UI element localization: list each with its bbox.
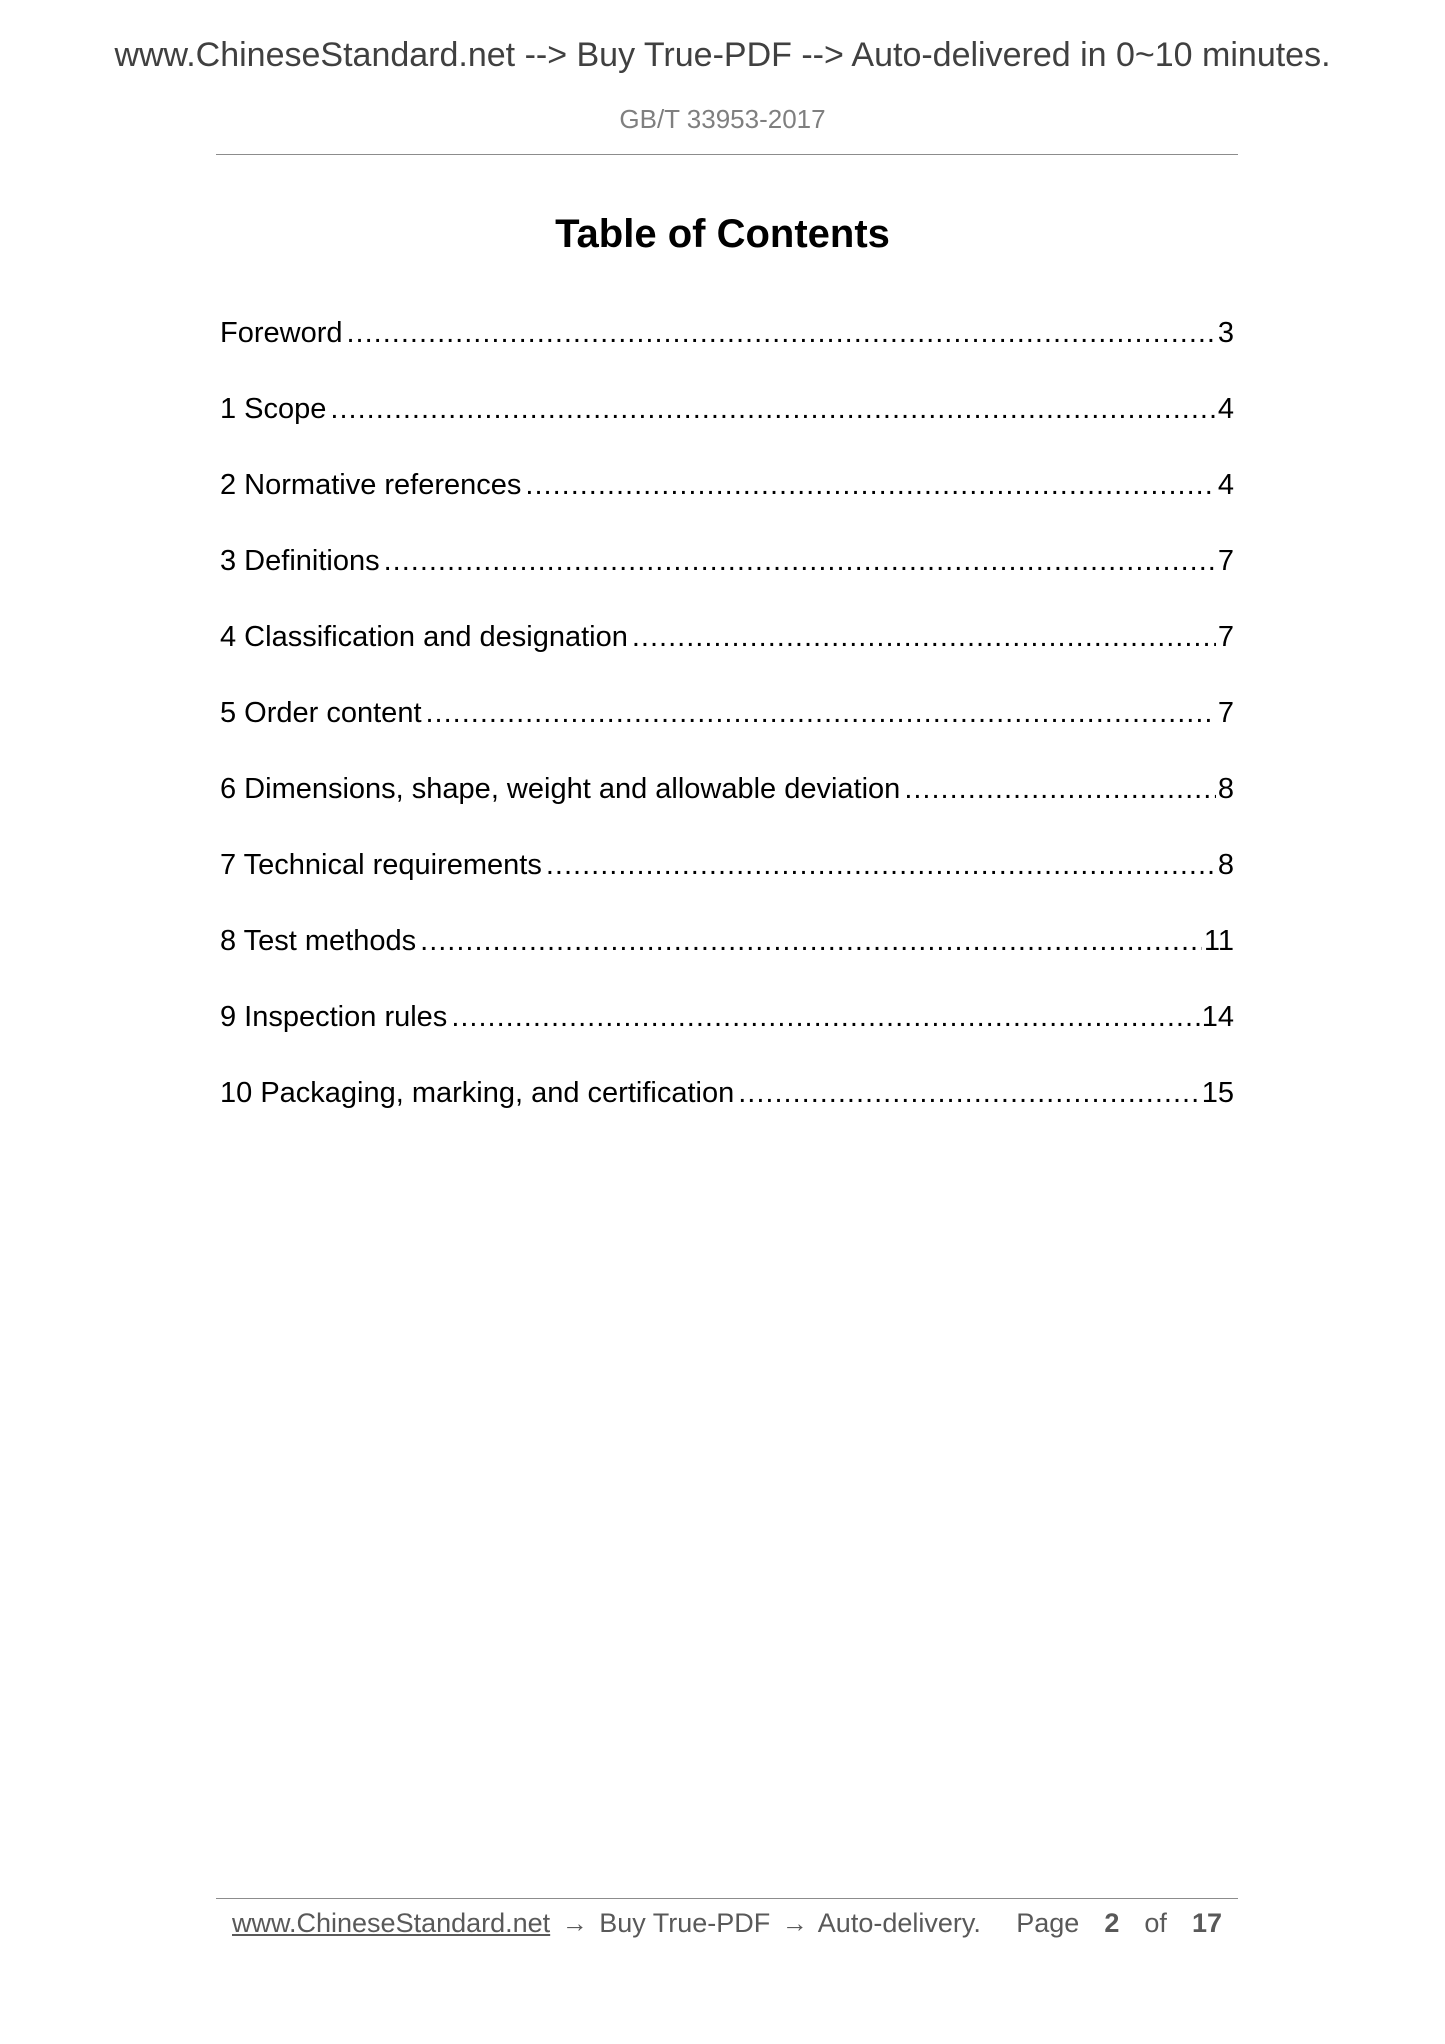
toc-entry-page: 7	[1217, 545, 1234, 577]
toc-entry-label: 10 Packaging, marking, and certification	[220, 1077, 735, 1109]
toc-entry-label: Foreword	[220, 317, 343, 349]
right-arrow-icon: →	[561, 1907, 588, 1938]
toc-entry-order-content[interactable]	[220, 692, 1234, 768]
toc-entry-page: 11	[1203, 925, 1234, 957]
toc-dot-leader	[738, 1072, 1200, 1114]
toc-entry-scope[interactable]	[220, 388, 1234, 464]
toc-entry-page: 15	[1201, 1077, 1234, 1109]
toc-entry-label: 7 Technical requirements	[220, 849, 542, 881]
toc-dot-leader	[420, 920, 1202, 962]
toc-entry-test-methods[interactable]	[220, 920, 1234, 996]
header-divider	[216, 154, 1238, 155]
toc-dot-leader	[904, 768, 1216, 810]
page-footer	[232, 1900, 1222, 1946]
toc-dot-leader	[347, 312, 1216, 354]
toc-entry-label: 1 Scope	[220, 393, 327, 425]
toc-entry-foreword[interactable]	[220, 312, 1234, 388]
footer-delivery-text: Auto-delivery.	[817, 1907, 981, 1938]
toc-entry-label: 2 Normative references	[220, 469, 522, 501]
footer-site-link[interactable]: www.ChineseStandard.net	[232, 1907, 551, 1938]
toc-list	[220, 312, 1234, 1148]
toc-entry-page: 14	[1201, 1001, 1234, 1033]
toc-entry-definitions[interactable]	[220, 540, 1234, 616]
toc-entry-page: 8	[1217, 773, 1234, 805]
toc-entry-page: 4	[1217, 469, 1234, 501]
toc-dot-leader	[451, 996, 1199, 1038]
toc-entry-page: 4	[1217, 393, 1234, 425]
toc-entry-label: 6 Dimensions, shape, weight and allowable deviation	[220, 773, 901, 805]
footer-buy-text: Buy True-PDF	[599, 1907, 771, 1938]
toc-dot-leader	[330, 388, 1215, 430]
toc-dot-leader	[632, 616, 1216, 658]
footer-divider	[216, 1898, 1238, 1899]
toc-entry-page: 8	[1217, 849, 1234, 881]
toc-entry-packaging[interactable]	[220, 1072, 1234, 1148]
toc-entry-normative-references[interactable]	[220, 464, 1234, 540]
page-number	[1016, 1908, 1222, 1939]
footer-promo	[232, 1908, 981, 1939]
toc-entry-page: 3	[1217, 317, 1234, 349]
of-word: of	[1144, 1907, 1167, 1938]
top-banner: www.ChineseStandard.net --> Buy True-PDF --> Auto-delivered in 0~10 minutes.	[114, 36, 1331, 74]
toc-entry-classification[interactable]	[220, 616, 1234, 692]
toc-entry-inspection-rules[interactable]	[220, 996, 1234, 1072]
toc-entry-page: 7	[1217, 621, 1234, 653]
toc-dot-leader	[384, 540, 1216, 582]
toc-entry-technical-requirements[interactable]	[220, 844, 1234, 920]
page-current: 2	[1104, 1907, 1120, 1938]
toc-title: Table of Contents	[555, 212, 890, 256]
page-total: 17	[1191, 1907, 1222, 1938]
toc-entry-label: 3 Definitions	[220, 545, 380, 577]
toc-entry-page: 7	[1217, 697, 1234, 729]
toc-entry-label: 5 Order content	[220, 697, 422, 729]
right-arrow-icon: →	[781, 1907, 808, 1938]
toc-dot-leader	[546, 844, 1216, 886]
toc-dot-leader	[525, 464, 1215, 506]
toc-entry-label: 4 Classification and designation	[220, 621, 628, 653]
document-code: GB/T 33953-2017	[619, 104, 826, 134]
toc-entry-label: 8 Test methods	[220, 925, 417, 957]
toc-entry-dimensions[interactable]	[220, 768, 1234, 844]
toc-entry-label: 9 Inspection rules	[220, 1001, 448, 1033]
toc-dot-leader	[426, 692, 1216, 734]
page-word: Page	[1016, 1907, 1080, 1938]
